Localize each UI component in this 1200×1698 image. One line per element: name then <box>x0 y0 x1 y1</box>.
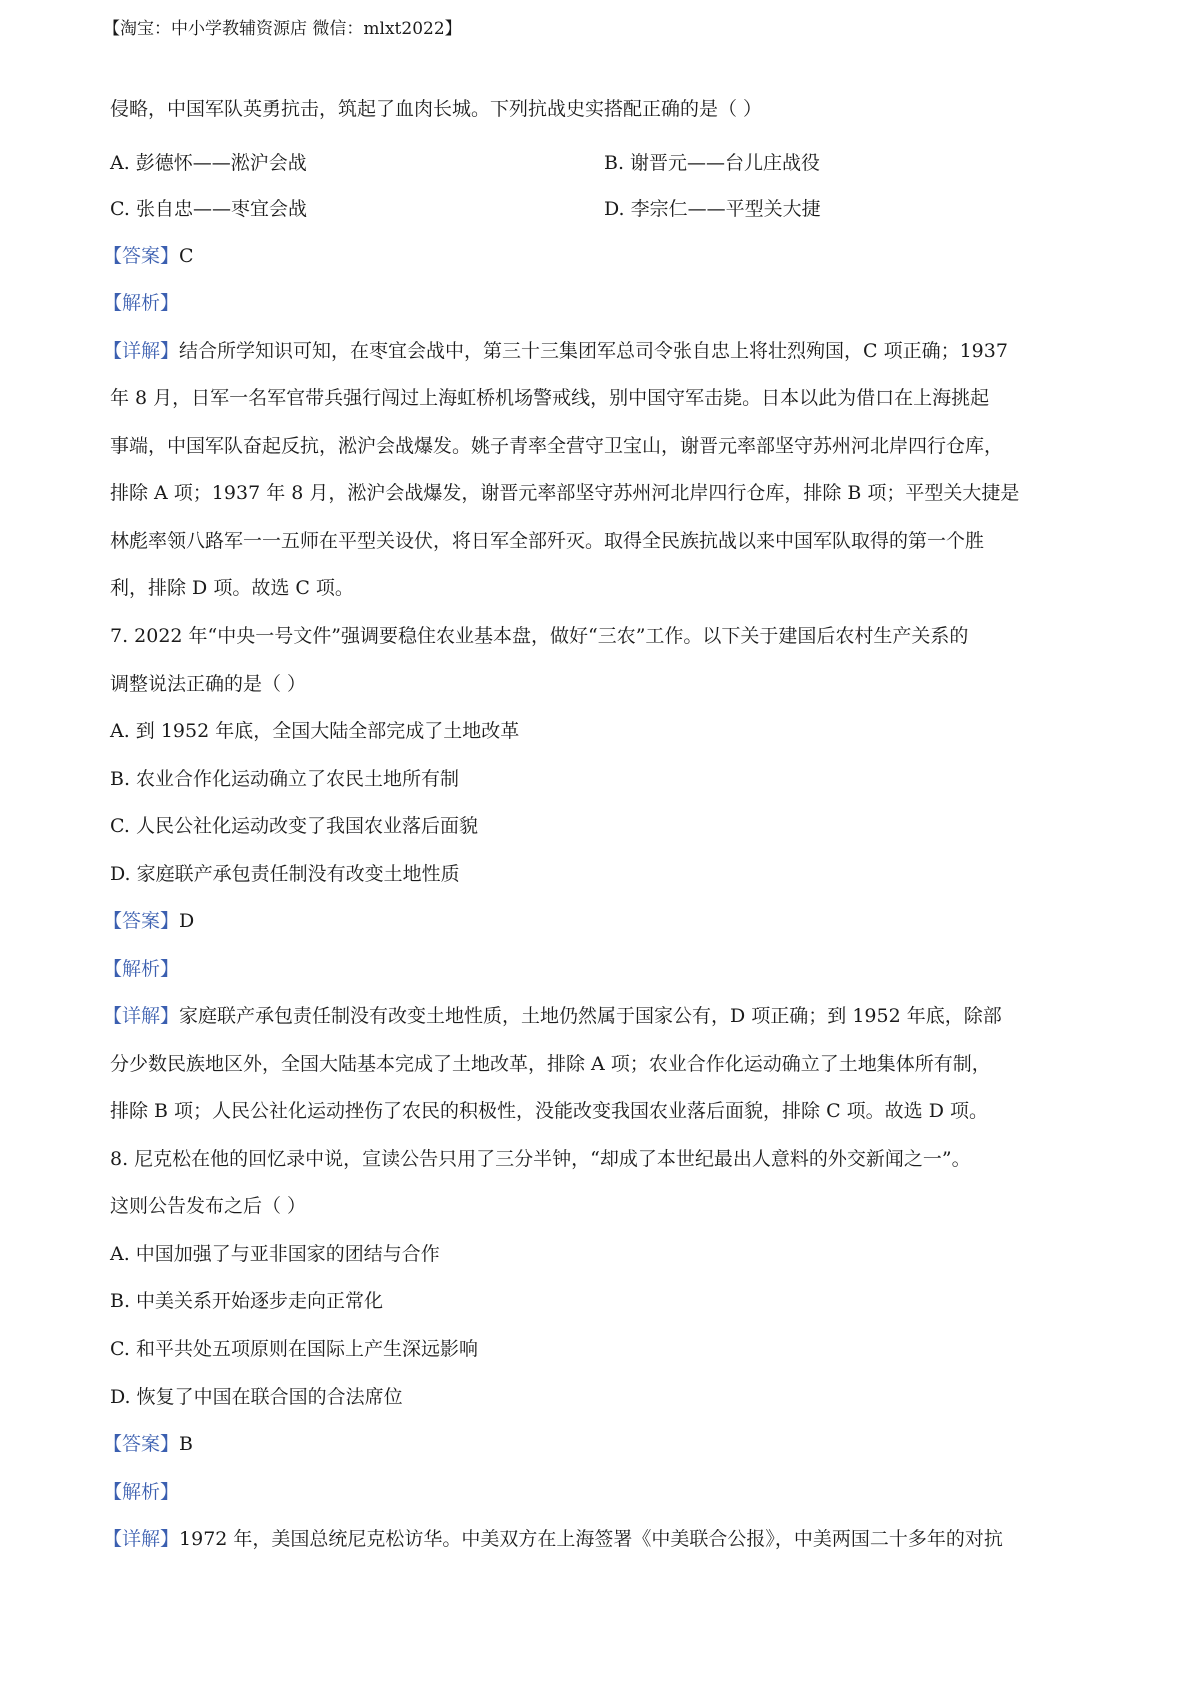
q7-detail-text-1: 家庭联产承包责任制没有改变土地性质，土地仍然属于国家公有，D 项正确；到 1952 年底，除部 <box>179 1005 1002 1027</box>
q8-answer <box>103 1431 193 1457</box>
q7-analysis-tag: 【解析】 <box>103 958 180 980</box>
q7-option-d: D. 家庭联产承包责任制没有改变土地性质 <box>110 863 460 885</box>
q7-stem-line-2: 调整说法正确的是（ ） <box>110 673 307 695</box>
q6-option-b: B. 谢晋元——台儿庄战役 <box>604 152 821 174</box>
answer-tag: 【答案】 <box>103 245 180 267</box>
q8-detail-line-1 <box>103 1526 1003 1552</box>
q7-answer-value: D <box>179 910 195 932</box>
q8-analysis-tag: 【解析】 <box>103 1481 180 1503</box>
detail-tag: 【详解】 <box>103 340 180 362</box>
q8-option-a: A. 中国加强了与亚非国家的团结与合作 <box>110 1243 440 1265</box>
q6-option-d: D. 李宗仁——平型关大捷 <box>604 198 821 220</box>
q8-option-d: D. 恢复了中国在联合国的合法席位 <box>110 1386 403 1408</box>
q6-answer-value: C <box>179 245 194 267</box>
q8-option-c: C. 和平共处五项原则在国际上产生深远影响 <box>110 1338 478 1360</box>
q6-option-c: C. 张自忠——枣宜会战 <box>110 198 307 220</box>
q8-detail-text-1: 1972 年，美国总统尼克松访华。中美双方在上海签署《中美联合公报》，中美两国二十多年的对抗 <box>179 1528 1003 1550</box>
q6-detail-line-4: 排除 A 项；1937 年 8 月，淞沪会战爆发，谢晋元率部坚守苏州河北岸四行仓库，排除 B 项；平型关大捷是 <box>110 482 1020 504</box>
q6-detail-line-5: 林彪率领八路军一一五师在平型关设伏，将日军全部歼灭。取得全民族抗战以来中国军队取得的第一个胜 <box>110 530 985 552</box>
q7-option-b: B. 农业合作化运动确立了农民土地所有制 <box>110 768 460 790</box>
q8-stem-line-2: 这则公告发布之后（ ） <box>110 1195 307 1217</box>
q6-detail-line-1 <box>103 338 1008 364</box>
q6-answer <box>103 243 194 269</box>
q7-detail-line-1 <box>103 1003 1002 1029</box>
q7-stem-line-1: 7. 2022 年“中央一号文件”强调要稳住农业基本盘，做好“三农”工作。以下关于建国后农村生产关系的 <box>110 625 969 647</box>
q8-answer-value: B <box>179 1433 193 1455</box>
answer-tag: 【答案】 <box>103 1433 180 1455</box>
q7-detail-line-3: 排除 B 项；人民公社化运动挫伤了农民的积极性，没能改变我国农业落后面貌，排除 C 项。故选 D 项。 <box>110 1100 988 1122</box>
detail-tag: 【详解】 <box>103 1005 180 1027</box>
q6-stem: 侵略，中国军队英勇抗击，筑起了血肉长城。下列抗战史实搭配正确的是（ ） <box>110 98 763 120</box>
q8-stem-line-1: 8. 尼克松在他的回忆录中说，宣读公告只用了三分半钟，“却成了本世纪最出人意料的外交新闻之一”。 <box>110 1148 971 1170</box>
q6-analysis-tag: 【解析】 <box>103 292 180 314</box>
answer-tag: 【答案】 <box>103 910 180 932</box>
q6-detail-line-3: 事端，中国军队奋起反抗，淞沪会战爆发。姚子青率全营守卫宝山，谢晋元率部坚守苏州河北岸四行仓库， <box>110 435 1004 457</box>
detail-tag: 【详解】 <box>103 1528 180 1550</box>
q7-option-c: C. 人民公社化运动改变了我国农业落后面貌 <box>110 815 478 837</box>
q6-option-a: A. 彭德怀——淞沪会战 <box>110 152 307 174</box>
q8-option-b: B. 中美关系开始逐步走向正常化 <box>110 1290 384 1312</box>
q7-detail-line-2: 分少数民族地区外，全国大陆基本完成了土地改革，排除 A 项；农业合作化运动确立了土地集体所有制， <box>110 1053 991 1075</box>
q6-detail-line-2: 年 8 月，日军一名军官带兵强行闯过上海虹桥机场警戒线，别中国守军击毙。日本以此为借口在上海挑起 <box>110 387 990 409</box>
q7-option-a: A. 到 1952 年底，全国大陆全部完成了土地改革 <box>110 720 520 742</box>
q6-detail-text-1: 结合所学知识可知，在枣宜会战中，第三十三集团军总司令张自忠上将壮烈殉国，C 项正确；1937 <box>179 340 1008 362</box>
q7-answer <box>103 908 194 934</box>
page-header: 【淘宝：中小学教辅资源店 微信：mlxt2022】 <box>103 19 462 39</box>
q6-detail-line-6: 利，排除 D 项。故选 C 项。 <box>110 577 354 599</box>
